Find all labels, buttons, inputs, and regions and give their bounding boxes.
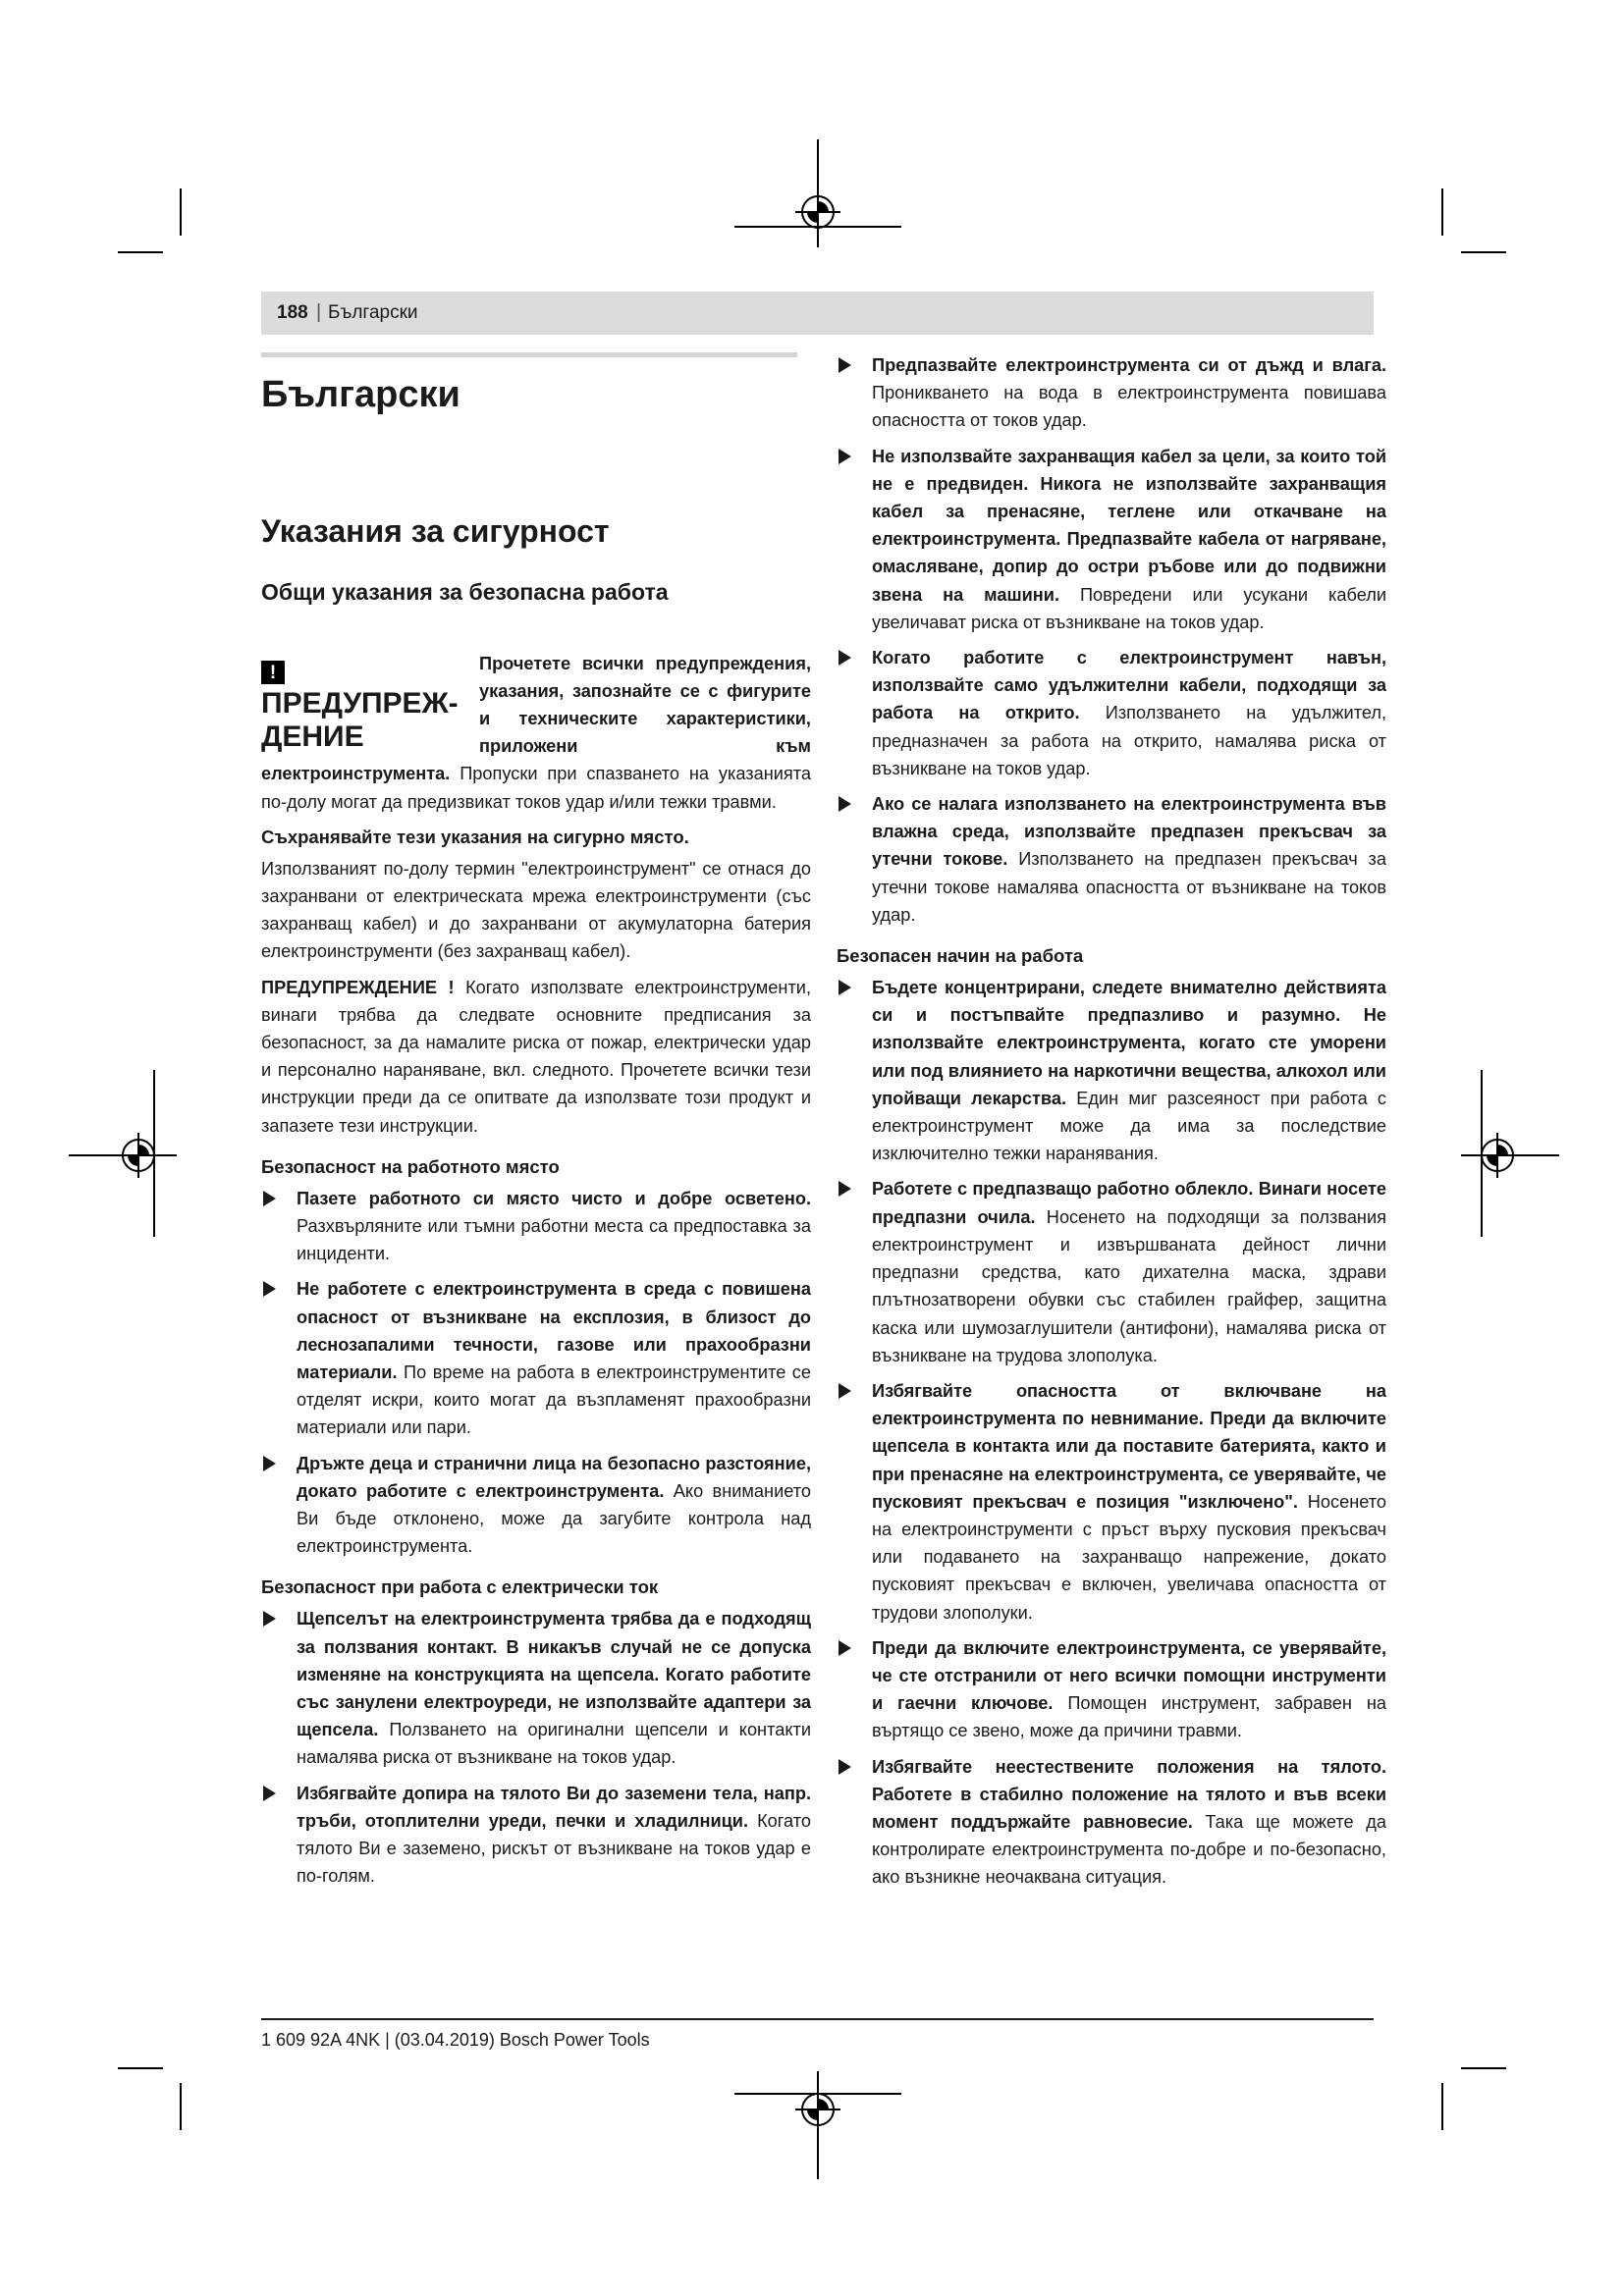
bullet-arrow-icon [839,650,851,666]
bullet-arrow-icon [839,1181,851,1197]
warning2-rest: Когато използвате електроинструменти, винаги трябва да следвате основните предписания за безопасност, за да намалите риска от пожар, електрически удар и персонално нараняване, вкл. следното. Прочетете всички тези инструкции преди да се опитвате да използвате този продукт и запазете тези инструкции. [261,977,812,1136]
list-item [261,1605,811,1771]
list-item [837,644,1386,782]
list-item [837,1634,1386,1745]
list-item-text: Така ще можете да контролирате електроинструмента по-добре и по-безопасно, ако възникне неочаквана ситуация. [872,1811,1386,1888]
list-item-bold: Дръжте деца и странични лица на безопасно разстояние, докато работите с електроинструмента. [297,1453,811,1501]
registration-target-top-icon [801,195,835,229]
list-item-bold: Работете с предпазващо работно облекло. Винаги носете предпазни очила. [872,1179,1386,1227]
list-item-bold: Избягвайте опасността от включване на електроинструмента по невнимание. Преди да включите щепсела в контакта или да поставите батерията, както и при пренасяне на електроинструмента, се уверявайте, че пусковият прекъсвач е позиция "изключено". [872,1380,1386,1512]
page-title: Български [261,374,460,415]
crop-mark-bottom-left-v [180,2083,182,2130]
list-item-bold: Не използвайте захранващия кабел за цели, за които той не е предвиден. Никога не използвайте захранващия кабел за пренасяне, теглене или откачване на електроинструмента. Предпазвайте кабела от нагряване, омасляване, допир до остри ръбове или до подвижни звена на машини. [872,446,1386,605]
list-item [837,1377,1386,1627]
crop-mark-bottom-left-h [118,2067,163,2069]
bullet-arrow-icon [839,796,851,812]
footer-text: 1 609 92A 4NK | (03.04.2019) Bosch Power Tools [261,2030,650,2050]
list-item [837,974,1386,1167]
warning2-bold: ПРЕДУПРЕЖДЕНИЕ ! [261,977,455,997]
electric-list-continued [837,351,1386,929]
footer-rule [261,2018,1374,2020]
registration-target-bottom-icon [801,2093,835,2126]
list-item [837,1175,1386,1368]
crop-mark-top-right-h [1461,251,1506,253]
crop-mark-top-left-v [180,188,182,236]
electric-list [261,1605,811,1890]
warning-triangle-icon: ! [261,661,285,684]
list-item-bold: Избягвайте неестествените положения на тялото. Работете в стабилно положение на тялото и във всеки момент поддържайте равновесие. [872,1756,1386,1832]
list-item [261,1780,811,1891]
list-item-bold: Бъдете концентрирани, следете внимателно действията си и постъпвайте предпазливо и разумно. Не използвайте електроинструмента, когато сте уморени или под влиянието на наркотични вещества, алкохол или упойващи лекарства. [872,978,1386,1108]
safe-work-list [837,974,1386,1892]
crop-mark-top-left-h [118,251,163,253]
bullet-arrow-icon [839,357,851,373]
bullet-arrow-icon [263,1611,276,1627]
warning2-paragraph [261,974,811,1140]
crop-mark-bottom-right-h [1461,2067,1506,2069]
list-item [261,1275,811,1441]
registration-target-right-icon [1481,1139,1514,1172]
warning-rest-text: Пропуски при спазването на указанията по-долу могат да предизвикат токов удар и/или тежки травми. [261,764,811,812]
crop-mark-top-right-v [1441,188,1443,236]
bullet-arrow-icon [839,449,851,464]
list-item-text: Използването на удължител, предназначен за работа на открито, намалява риска от възникване на токов удар. [872,703,1386,778]
section-heading: Указания за сигурност [261,512,610,549]
list-item-text: Ако вниманието Ви бъде отклонено, може да загубите контрола над електроинструмента. [297,1480,811,1557]
bullet-arrow-icon [839,1759,851,1775]
warning-label [261,654,467,754]
workplace-list [261,1185,811,1561]
subsection-heading: Общи указания за безопасна работа [261,578,669,605]
list-item-text: Помощен инструмент, забравен на въртящо се звено, може да причини травми. [872,1693,1386,1741]
list-item-bold: Избягвайте допира на тялото Ви до заземени тела, напр. тръби, отоплителни уреди, печки и хладилници. [297,1783,811,1831]
list-item-bold: Щепселът на електроинструмента трябва да е подходящ за ползвания контакт. В никакъв случай не се допуска изменяне на конструкцията на щепсела. Когато работите със занулени електроуреди, не използвайте адаптери за щепсела. [297,1609,811,1740]
left-column [261,355,811,1898]
safe-work-heading: Безопасен начин на работа [837,945,1084,967]
list-item-text: Повредени или усукани кабели увеличават риска от възникване на токов удар. [872,584,1386,632]
list-item-bold: Пазете работното си място чисто и добре осветено. [297,1188,811,1208]
list-item [261,1185,811,1268]
bullet-arrow-icon [263,1281,276,1297]
list-item-bold: Предпазвайте електроинструмента си от дъжд и влага. [872,355,1386,375]
keep-instructions: Съхранявайте тези указания на сигурно място. [261,826,689,847]
list-item-bold: Не работете с електроинструмента в среда с повишена опасност от възникване на експлозия, в близост до леснозапалими течности, газове или прахообразни материали. [297,1279,811,1383]
list-item-text: Използването на предпазен прекъсвач за утечни токове намалява опасността от възникване на токов удар. [872,849,1386,925]
bullet-arrow-icon [263,1191,276,1206]
list-item-bold: Ако се налага използването на електроинструмента във влажна среда, използвайте предпазен прекъсвач за утечни токове. [872,794,1386,870]
term-paragraph: Използваният по-долу термин "електроинструмент" се отнася до захранвани от електрическата мрежа електроинструменти (със захранващ кабел) и до захранвани от акумулаторна батерия електроинструменти (без захранващ кабел). [261,858,811,962]
warning-label-text: ПРЕДУПРЕЖ-ДЕНИЕ [261,686,459,753]
bullet-arrow-icon [263,1456,276,1471]
list-item-text: Проникването на вода в електроинструмента повишава опасността от токов удар. [872,383,1386,431]
list-item-text: Един миг разсеяност при работа с електроинструмент може да има за последствие изключително тежки наранявания. [872,1088,1386,1164]
header-language: Български [328,302,418,323]
list-item-bold: Преди да включите електроинструмента, се уверявайте, че сте отстранили от него всички помощни инструменти и гаечни ключове. [872,1637,1386,1714]
registration-target-left-icon [122,1139,155,1172]
workplace-heading: Безопасност на работното място [261,1155,560,1177]
list-item [837,790,1386,929]
list-item [837,443,1386,636]
electric-heading: Безопасност при работа с електрически ток [261,1576,659,1598]
list-item-text: Носенето на подходящи за ползвания електроинструмент и извършваната дейност лични предпазни средства, като дихателна маска, здрави плътнозатворени обувки със стабилен грайфер, защитна каска или шумозаглушители (антифони), намалява риска от възникване на трудова злополука. [872,1206,1386,1365]
list-item [837,1753,1386,1892]
bullet-arrow-icon [263,1786,276,1801]
bullet-arrow-icon [839,980,851,995]
list-item-text: Ползването на оригинални щепсели и контакти намалява риска от възникване на токов удар. [297,1720,811,1768]
list-item-text: Носенето на електроинструменти с пръст върху пусковия прекъсвач или подаването на захранващо напрежение, докато пусковият прекъсвач е включен, увеличава опасността от трудови злополуки. [872,1491,1386,1623]
list-item [261,1450,811,1561]
bullet-arrow-icon [839,1383,851,1399]
running-header [261,292,1374,335]
warning-bold-text: Прочетете всички предупреждения, указания, запознайте се с фигурите и техническите характеристики, приложени към електроинструмента. [261,653,811,784]
crop-mark-bottom-right-v [1441,2083,1443,2130]
list-item-bold: Когато работите с електроинструмент навън, използвайте само удължителни кабели, подходящи за работа на открито. [872,648,1386,723]
general-warning [261,650,811,816]
page-number: 188 [277,302,308,323]
list-item [837,351,1386,435]
right-column [837,351,1386,1899]
list-item-text: Разхвърляните или тъмни работни места са предпоставка за инциденти. [297,1216,811,1264]
list-item-text: Когато тялото Ви е заземено, рискът от възникване на токов удар е по-голям. [297,1810,811,1887]
list-item-text: По време на работа в електроинструментите се отделят искри, които могат да възпламенят прахообразни материали или пари. [297,1362,811,1438]
header-separator: | [316,301,322,323]
bullet-arrow-icon [839,1640,851,1656]
